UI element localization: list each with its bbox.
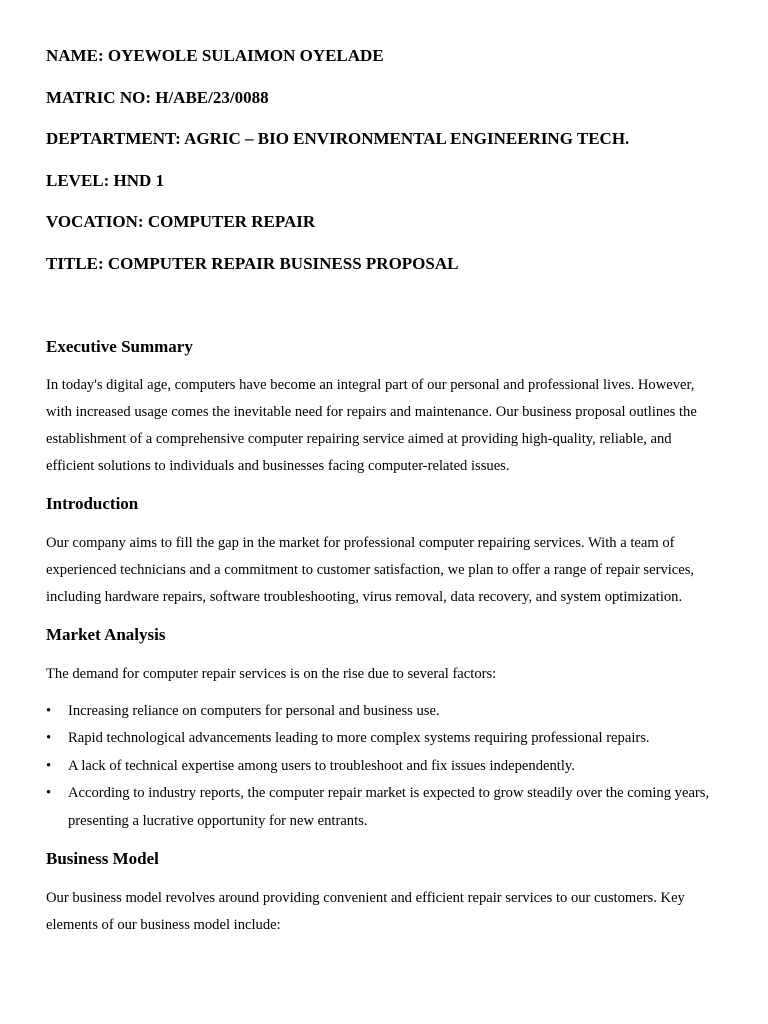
vocation: VOCATION: COMPUTER REPAIR [46,212,316,231]
list-item: • Increasing reliance on computers for personal and business use. [46,698,722,726]
business-model-text: Our business model revolves around providing convenient and efficient repair services to our customers. Key elements of our business model include: [46,890,685,933]
market-factors-list [46,698,722,836]
introduction-heading: Introduction [46,493,139,513]
matric-number: MATRIC NO: H/ABE/23/0088 [46,87,269,107]
level: LEVEL: HND 1 [46,170,165,190]
market-analysis-text: The demand for computer repair services is on the rise due to several factors: [46,665,497,682]
market-analysis-heading: Market Analysis [46,624,166,644]
student-info-block [46,0,722,274]
document-title: TITLE: COMPUTER REPAIR BUSINESS PROPOSAL [46,253,459,273]
executive-summary-text: In today's digital age, computers have become an integral part of our personal and professional lives. However, with increased usage comes the inevitable need for repairs and maintenance. Our business proposal outlines the establishment of a comprehensive computer repairing service aimed at providing high-quality, reliable, and efficient solutions to individuals and businesses facing computer-related issues. [46,376,697,474]
introduction-text: Our company aims to fill the gap in the market for professional computer repairing services. With a team of experienced technicians and a commitment to customer satisfaction, we plan to offer a range of repair services, including hardware repairs, software troubleshooting, virus removal, data recovery, and system optimization. [46,534,695,605]
business-model-heading: Business Model [46,849,159,868]
executive-summary-heading: Executive Summary [46,336,193,356]
list-item: • According to industry reports, the computer repair market is expected to grow steadily over the coming years, presenting a lucrative opportunity for new entrants. [46,780,722,835]
student-name: NAME: OYEWOLE SULAIMON OYELADE [46,46,384,65]
list-item: • Rapid technological advancements leading to more complex systems requiring professional repairs. [46,725,722,753]
list-item: • A lack of technical expertise among users to troubleshoot and fix issues independently. [46,753,722,781]
department: DEPTARTMENT: AGRIC – BIO ENVIRONMENTAL ENGINEERING TECH. [46,129,630,148]
